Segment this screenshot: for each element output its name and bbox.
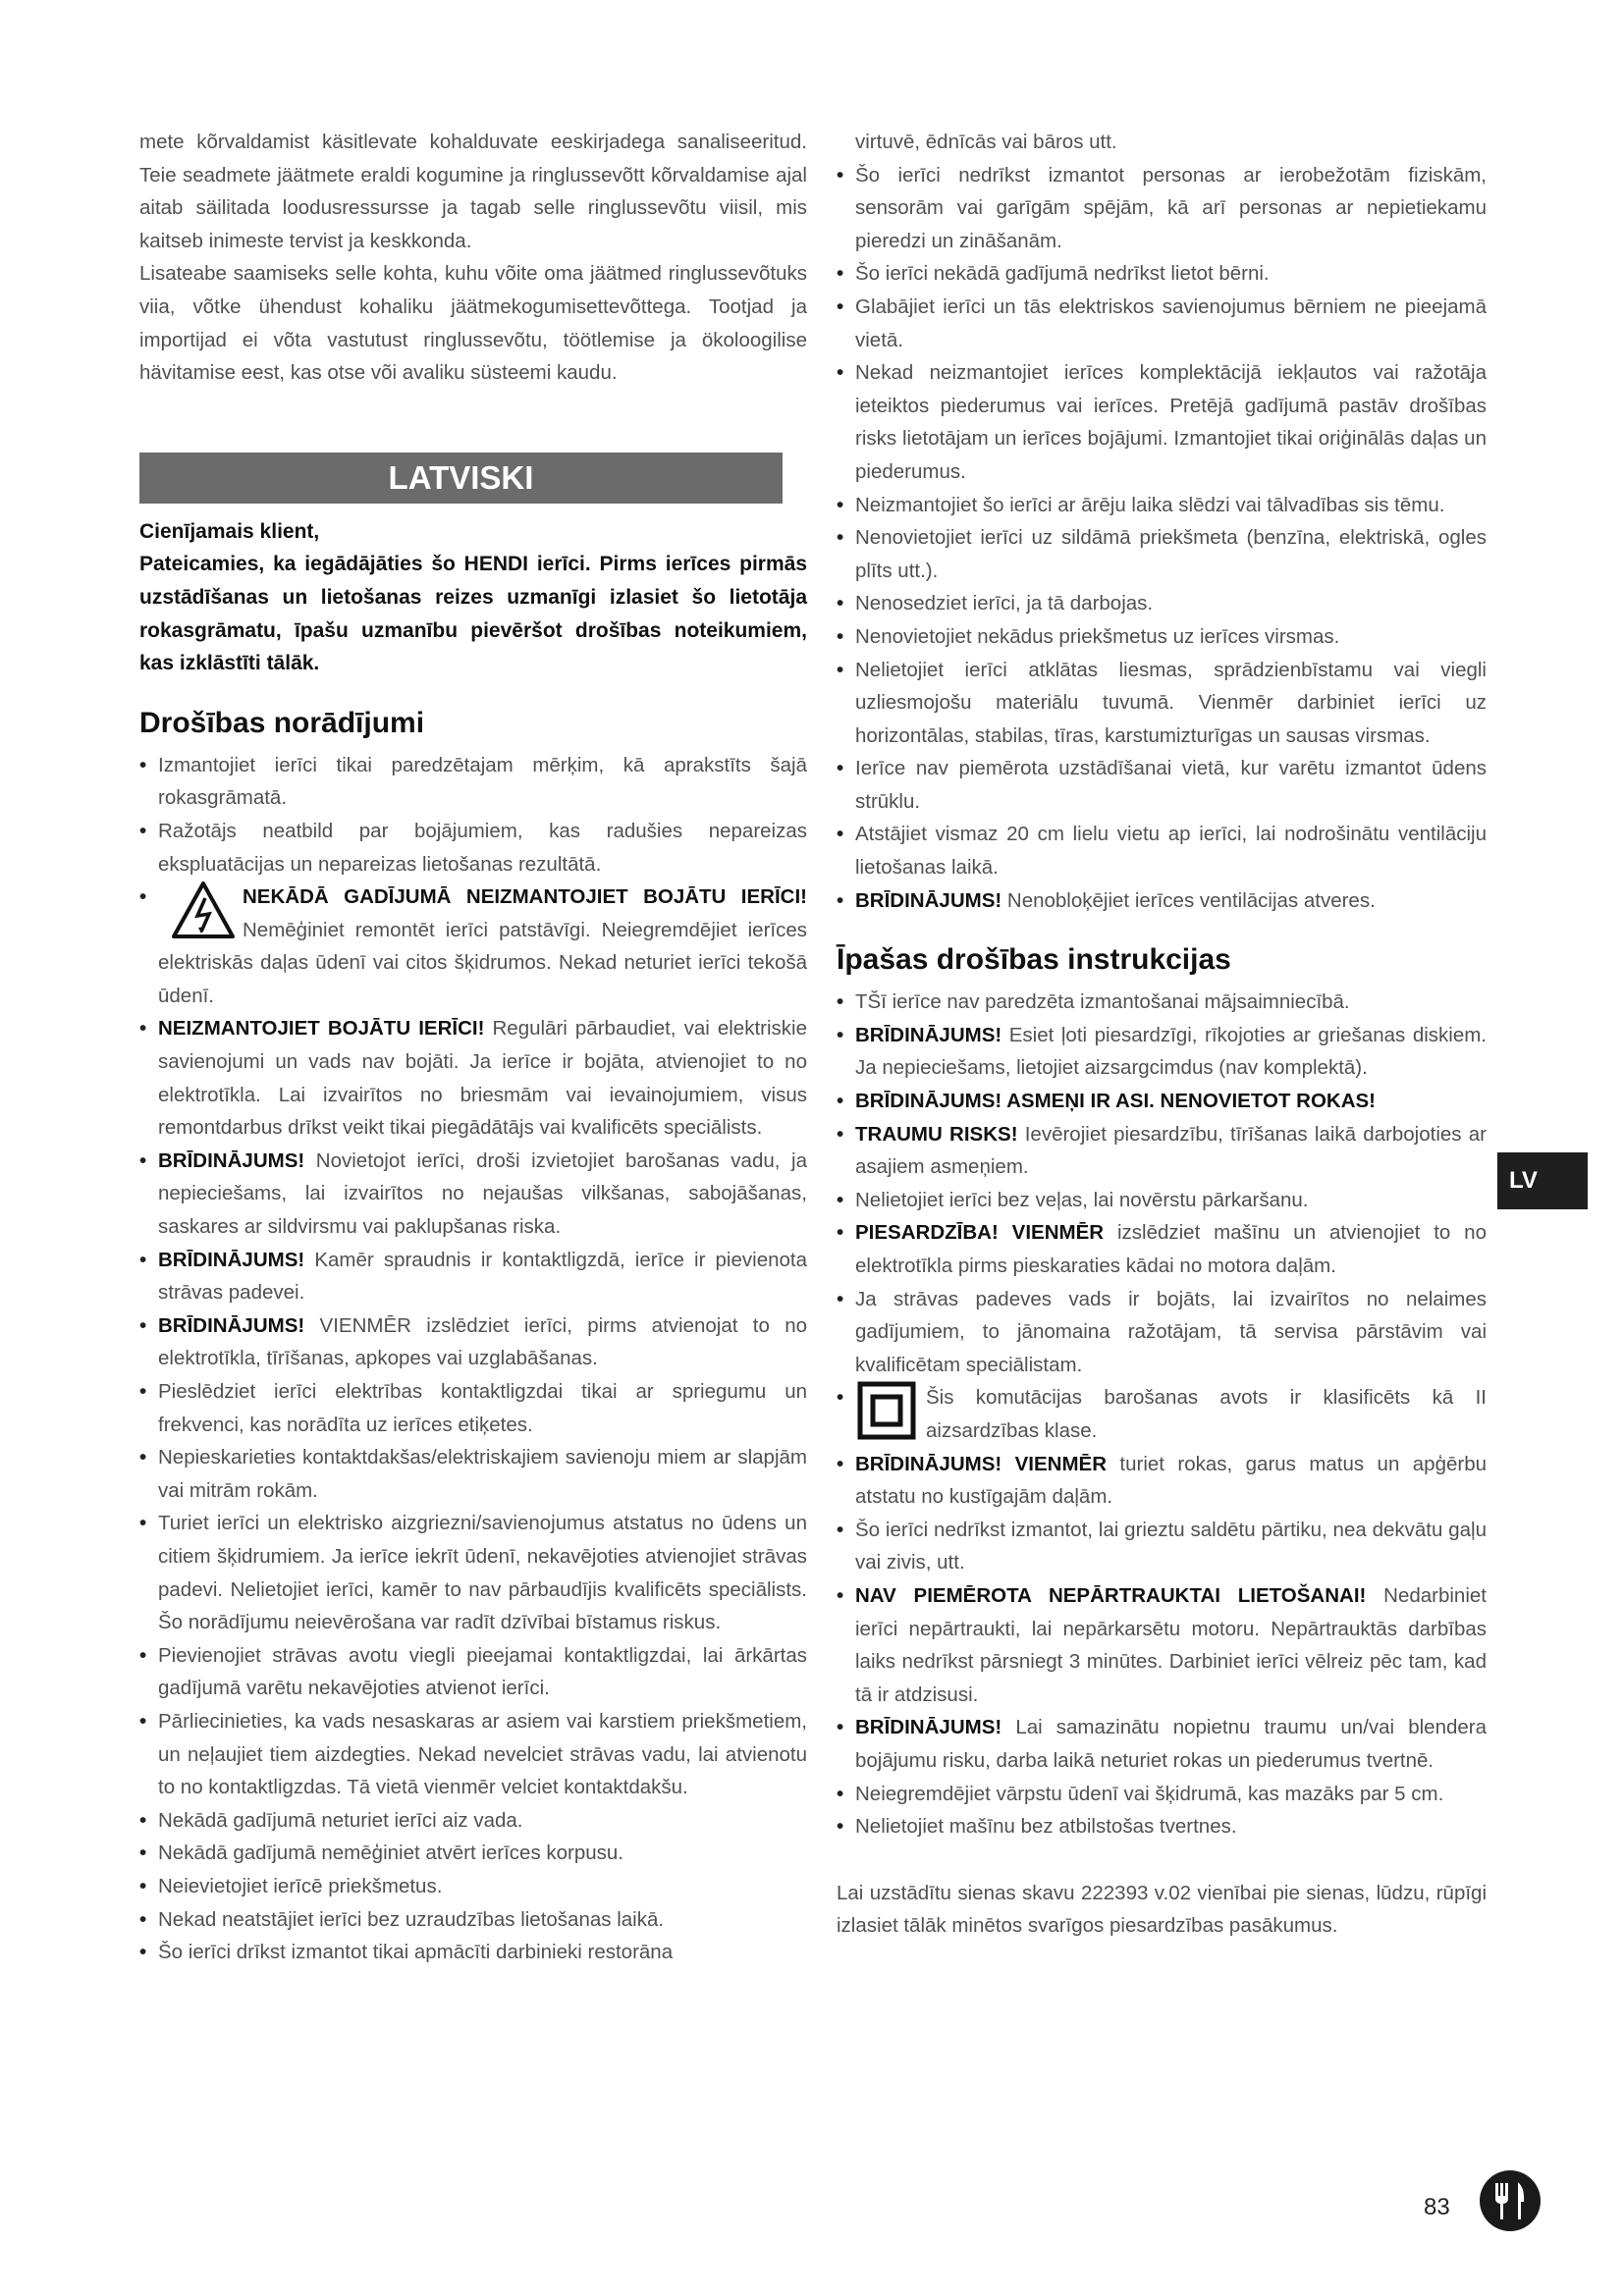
list-item: • Nekad neatstājiet ierīci bez uzraudzības lietošanas laikā.: [139, 1903, 807, 1937]
warn-label: BRĪDINĀJUMS!: [855, 1716, 1002, 1739]
list-item: • Nelietojiet ierīci atklātas liesmas, sprādzienbīstamu vai viegli uzliesmojošu materiālu tuvumā. Vienmēr darbiniet ierīci uz horizontālas, stabilas, tīras, karstumizturīgas un sausas virsmas.: [837, 654, 1487, 753]
list-item: • Pārliecinieties, ka vads nesaskaras ar asiem vai karstiem priekšmetiem, un neļaujiet tiem aizdegties. Nekad nevelciet strāvas vadu, lai atvienotu to no kontaktligzdas. Tā vietā vienmēr velciet kontaktdakšu.: [139, 1705, 807, 1804]
warn-label: NEIZMANTOJIET BOJĀTU IERĪCI!: [158, 1017, 485, 1041]
list-item: • Nekad neizmantojiet ierīces komplektācijā iekļautos vai ražotāja ieteiktos piederumus vai ierīces. Pretējā gadījumā pastāv drošības risks lietotājam un ierīces bojājumi. Izmantojiet tikai oriģinālās daļas un piederumus.: [837, 356, 1487, 488]
page-number: 83: [1424, 2194, 1450, 2220]
list-item: • Glabājiet ierīci un tās elektriskos savienojumus bērniem ne pieejamā vietā.: [837, 291, 1487, 356]
list-item: [837, 1381, 1487, 1447]
list-item: • Šo ierīci nedrīkst izmantot personas ar ierobežotām fiziskām, sensorām vai garīgām spējām, kā arī personas ar nepietiekamu pieredzi un zināšanām.: [837, 159, 1487, 258]
list-item: • Neizmantojiet šo ierīci ar ārēju laika slēdzi vai tālvadības sis tēmu.: [837, 489, 1487, 522]
list-item: • Šo ierīci nekādā gadījumā nedrīkst lietot bērni.: [837, 257, 1487, 291]
intro-text: Pateicamies, ka iegādājāties šo HENDI ierīci. Pirms ierīces pirmās uzstādīšanas un lietošanas reizes uzmanīgi izlasiet šo lietotāja rokasgrāmatu, īpašu uzmanību pievēršot drošības noteikumiem, kas izklāstīti tālāk.: [139, 553, 807, 675]
list-item: • Nenosedziet ierīci, ja tā darbojas.: [837, 587, 1487, 620]
electric-hazard-icon: [172, 881, 235, 939]
list-item: • Turiet ierīci un elektrisko aizgriezni/savienojumus atstatus no ūdens un citiem šķidrumiem. Ja ierīce iekrīt ūdenī, nekavējoties atvienojiet strāvas padevi. Nelietojiet ierīci, kamēr to nav pārbaudījis kvalificēts speciālists. Šo norādījumu neievērošana var radīt dzīvībai bīstamus riskus.: [139, 1507, 807, 1638]
list-item: [139, 1244, 807, 1309]
right-column: [837, 126, 1487, 1943]
list-item: [837, 1216, 1487, 1282]
list-item: [837, 1085, 1487, 1118]
warn-label: PIESARDZĪBA! VIENMĒR: [855, 1221, 1105, 1245]
warn-text: VIENMĒR izslēdziet ierīci, pirms atvienojat to no elektrotīkla, tīrīšanas, apkopes vai uzglabāšanas.: [158, 1313, 807, 1370]
warn-text: Kamēr spraudnis ir kontaktligzdā, ierīce ir pievienota strāvas padevei.: [158, 1248, 807, 1305]
list-item: • Atstājiet vismaz 20 cm lielu vietu ap ierīci, lai nodrošinātu ventilāciju lietošanas laikā.: [837, 818, 1487, 883]
warn-label: BRĪDINĀJUMS!: [158, 1148, 305, 1172]
class2-text: Šis komutācijas barošanas avots ir klasificēts kā II aizsardzības klase.: [926, 1386, 1487, 1442]
list-item: • Izmantojiet ierīci tikai paredzētajam mērķim, kā aprakstīts šajā rokasgrāmatā.: [139, 749, 807, 815]
list-item: [139, 1309, 807, 1375]
list-item: [139, 1012, 807, 1144]
warn-text: izslēdziet mašīnu un atvienojiet to no elektrotīkla pirms pieskaraties kādai no motora daļām.: [855, 1221, 1487, 1277]
left-column: [139, 126, 807, 1969]
warn-label: BRĪDINĀJUMS! ASMEŅI IR ASI. NENOVIETOT ROKAS!: [855, 1090, 1376, 1113]
list-item: • Neievietojiet ierīcē priekšmetus.: [139, 1870, 807, 1903]
list-item: • Nelietojiet mašīnu bez atbilstošas tvertnes.: [837, 1810, 1487, 1843]
list-item: [139, 1145, 807, 1244]
warn-label: BRĪDINĀJUMS!: [855, 1023, 1002, 1046]
list-item: • Šo ierīci drīkst izmantot tikai apmācīti darbinieki restorāna: [139, 1936, 807, 1969]
list-item: • Ražotājs neatbild par bojājumiem, kas radušies nepareizas ekspluatācijas un nepareizas lietošanas rezultātā.: [139, 815, 807, 881]
closing-paragraph: Lai uzstādītu sienas skavu 222393 v.02 vienībai pie sienas, lūdzu, rūpīgi izlasiet tālāk minētos svarīgos piesardzības pasākumus.: [837, 1881, 1487, 1938]
list-item: • Pievienojiet strāvas avotu viegli pieejamai kontaktligzdai, lai ārkārtas gadījumā varētu nekavējoties atvienot ierīci.: [139, 1639, 807, 1705]
et-paragraph-2: Lisateabe saamiseks selle kohta, kuhu võite oma jäätmed ringlussevõtuks viia, võtke ühendust kohaliku jäätmekogumisettevõttega. Tootjad ja importijad ei võta vastutust ringlussevõtu, töötlemise ja ökoloogilise hävitamise eest, kas otse või avaliku süsteemi kaudu.: [139, 262, 807, 385]
warn-label: BRĪDINĀJUMS!: [855, 888, 1002, 912]
list-item: • Nelietojiet ierīci bez veļas, lai novērstu pārkaršanu.: [837, 1184, 1487, 1217]
warn-text: Nenobloķējiet ierīces ventilācijas atveres.: [1001, 888, 1376, 912]
safety-list: [139, 749, 807, 1969]
list-item: • Nenovietojiet nekādus priekšmetus uz ierīces virsmas.: [837, 620, 1487, 654]
warn-text: Ievērojiet piesardzību, tīrīšanas laikā darbojoties ar asajiem asmeņiem.: [855, 1122, 1487, 1179]
list-item: [837, 1579, 1487, 1711]
warn-label: NAV PIEMĒROTA NEPĀRTRAUKTAI LIETOŠANAI!: [855, 1583, 1367, 1607]
list-item: • Ierīce nav piemērota uzstādīšanai vietā, kur varētu izmantot ūdens strūklu.: [837, 752, 1487, 818]
special-safety-list: [837, 986, 1487, 1842]
list-item: • Nenovietojiet ierīci uz sildāmā priekšmeta (benzīna, elektriskā, ogles plīts utt.).: [837, 521, 1487, 587]
cutlery-icon: [1479, 2169, 1542, 2232]
continuation-text: virtuvē, ēdnīcās vai bāros utt.: [855, 131, 1117, 153]
warn-text: Novietojot ierīci, droši izvietojiet barošanas vadu, ja nepieciešams, lai izvairītos no nejaušas vilkšanas, sabojāšanas, saskares ar sildvirsmu vai paklupšanas riska.: [158, 1148, 807, 1239]
list-item: [837, 1118, 1487, 1184]
language-tab-lv: LV: [1497, 1152, 1588, 1209]
warn-label: BRĪDINĀJUMS! VIENMĒR: [855, 1452, 1108, 1475]
list-item: [837, 1019, 1487, 1085]
list-item: [837, 1448, 1487, 1514]
list-item: • Nekādā gadījumā neturiet ierīci aiz vada.: [139, 1804, 807, 1838]
double-insulation-icon: [857, 1381, 916, 1440]
warn-text: Regulāri pārbaudiet, vai elektriskie savienojumi un vads nav bojāti. Ja ierīce ir bojāta, atvienojiet to no elektrotīkla. Lai izvairītos no briesmām vai ievainojumiem, visus remontdarbus drīkst veikt tikai piegādātājs vai kvalificēts speciālists.: [158, 1017, 807, 1140]
list-item: [837, 1711, 1487, 1777]
list-item: [139, 881, 807, 1012]
warn-label: NEKĀDĀ GADĪJUMĀ NEIZMANTOJIET BOJĀTU IERĪCI!: [243, 885, 807, 909]
warn-label: BRĪDINĀJUMS!: [158, 1248, 305, 1271]
greeting: Cienījamais klient,: [139, 519, 320, 543]
list-item: [837, 884, 1487, 918]
warn-label: BRĪDINĀJUMS!: [158, 1313, 305, 1337]
heading-special-safety: Īpašas drošības instrukcijas: [837, 943, 1231, 977]
heading-safety: Drošības norādījumi: [139, 706, 425, 739]
warn-label: TRAUMU RISKS!: [855, 1122, 1018, 1146]
list-item: • Ja strāvas padeves vads ir bojāts, lai izvairītos no nelaimes gadījumiem, to jānomaina ražotājam, tā servisa pārstāvim vai kvalificētam speciālistam.: [837, 1283, 1487, 1382]
warn-text: Nemēģiniet remontēt ierīci patstāvīgi. Neiegremdējiet ierīces elektriskās daļas ūdenī vai citos šķidrumos. Nekad neturiet ierīci tekošā ūdenī.: [158, 918, 807, 1007]
list-item: • TŠī ierīce nav paredzēta izmantošanai mājsaimniecībā.: [837, 986, 1487, 1019]
warn-text: Nedarbiniet ierīci nepārtraukti, lai nepārkarsētu motoru. Nepārtrauktās darbības laiks nedrīkst pārsniegt 3 minūtes. Darbiniet ierīci vēlreiz pēc tam, kad tā ir atdzisusi.: [855, 1583, 1487, 1706]
warn-text: turiet rokas, garus matus un apģērbu atstatu no kustīgajām daļām.: [855, 1452, 1488, 1509]
section-bar-latviski: LATVISKI: [139, 453, 783, 504]
list-item: • Šo ierīci nedrīkst izmantot, lai grieztu saldētu pārtiku, nea dekvātu gaļu vai zivis, utt.: [837, 1514, 1487, 1579]
list-item: • Nekādā gadījumā nemēģiniet atvērt ierīces korpusu.: [139, 1837, 807, 1870]
safety-list-continued: [837, 159, 1487, 918]
list-item: • Neiegremdējiet vārpstu ūdenī vai šķidrumā, kas mazāks par 5 cm.: [837, 1778, 1487, 1811]
warn-text: Lai samazinātu nopietnu traumu un/vai blendera bojājumu risku, darba laikā neturiet rokas un piederumus tvertnē.: [855, 1716, 1487, 1772]
et-paragraph-1: mete kõrvaldamist käsitlevate kohalduvate eeskirjadega sanaliseeritud. Teie seadmete jäätmete eraldi kogumine ja ringlussevõtt kõrvaldamise ajal aitab säilitada loodusressursse ja tagab selle ringlussevõtu viisil, mis kaitseb inimeste tervist ja keskkonda.: [139, 131, 807, 252]
warn-text: Esiet ļoti piesardzīgi, rīkojoties ar griešanas diskiem. Ja nepieciešams, lietojiet aizsargcimdus (nav komplektā).: [855, 1023, 1487, 1080]
list-item: • Pieslēdziet ierīci elektrības kontaktligzdai tikai ar spriegumu un frekvenci, kas norādīta uz ierīces etiķetes.: [139, 1375, 807, 1441]
list-item: • Nepieskarieties kontaktdakšas/elektriskajiem savienoju miem ar slapjām vai mitrām rokām.: [139, 1441, 807, 1507]
